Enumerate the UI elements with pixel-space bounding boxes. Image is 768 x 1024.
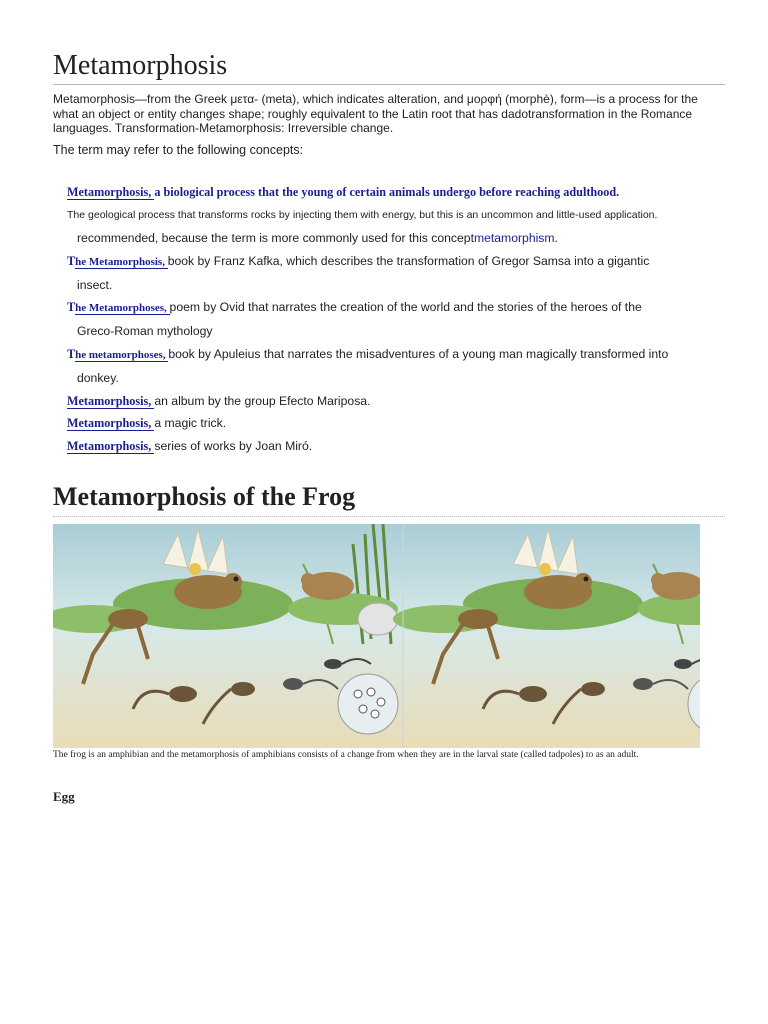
concept-link[interactable]: he Metamorphosis, <box>75 255 168 268</box>
item-text: donkey. <box>77 370 119 385</box>
list-item <box>53 412 725 435</box>
item-text: The geological process that transforms rocks by injecting them with energy, but this is an uncommon and little-used application. <box>67 209 658 222</box>
figure-caption: The frog is an amphibian and the metamorphosis of amphibians consists of a change from when they are in the larval state (called tadpoles) to as an adult. <box>53 750 639 760</box>
intro-paragraph: Metamorphosis—from the Greek μετα- (meta), which indicates alteration, and μορφή (morphè), form—is a process for the what an object or entity changes shape; roughly equivalent to the Latin root that has dadotransformation in the Romance languages. Transformation-Metamorphosis: Irreversible change. <box>53 92 698 135</box>
item-text: book by Franz Kafka, which describes the transformation of Gregor Samsa into a gigantic <box>167 253 650 268</box>
item-text: . <box>554 231 558 246</box>
list-item <box>53 296 725 343</box>
item-lead: T <box>67 347 76 362</box>
lead-sentence: The term may refer to the following concepts: <box>53 142 304 157</box>
item-text: recommended, because the term is more commonly used for this concept <box>77 231 474 246</box>
concept-list <box>53 181 725 459</box>
item-text: a magic trick. <box>154 416 227 431</box>
frog-illustration <box>53 524 700 748</box>
list-item <box>53 181 725 204</box>
section-heading: Metamorphosis of the Frog <box>53 480 725 517</box>
item-text: an album by the group Efecto Mariposa. <box>154 393 371 408</box>
concept-link[interactable]: Metamorphosis, <box>67 416 155 431</box>
concept-link[interactable]: Metamorphosis, <box>67 393 155 408</box>
item-lead: T <box>67 253 76 268</box>
item-text: series of works by Joan Miró. <box>154 439 313 454</box>
item-text: poem by Ovid that narrates the creation of the world and the stories of the heroes of the <box>169 300 642 315</box>
page-title: Metamorphosis <box>53 50 725 85</box>
list-item <box>53 390 725 413</box>
item-text: Greco-Roman mythology <box>77 324 213 339</box>
item-text: insect. <box>77 277 113 292</box>
list-item <box>53 435 725 458</box>
list-item <box>53 203 725 250</box>
subheading-egg: Egg <box>53 789 75 804</box>
metamorphism-link[interactable]: metamorphism <box>473 231 555 246</box>
item-text: a biological process that the young of certain animals undergo before reaching adulthood. <box>154 184 620 199</box>
frog-metamorphosis-image <box>53 524 700 748</box>
article <box>53 50 725 804</box>
item-lead: T <box>67 300 76 315</box>
concept-link[interactable]: Metamorphosis, <box>67 184 155 199</box>
concept-link[interactable]: he metamorphoses, <box>75 349 169 362</box>
concept-link[interactable]: Metamorphosis, <box>67 439 155 454</box>
concept-link[interactable]: he Metamorphoses, <box>75 302 170 315</box>
list-item <box>53 250 725 297</box>
item-text: book by Apuleius that narrates the misadventures of a young man magically transformed into <box>168 347 669 362</box>
list-item <box>53 343 725 390</box>
